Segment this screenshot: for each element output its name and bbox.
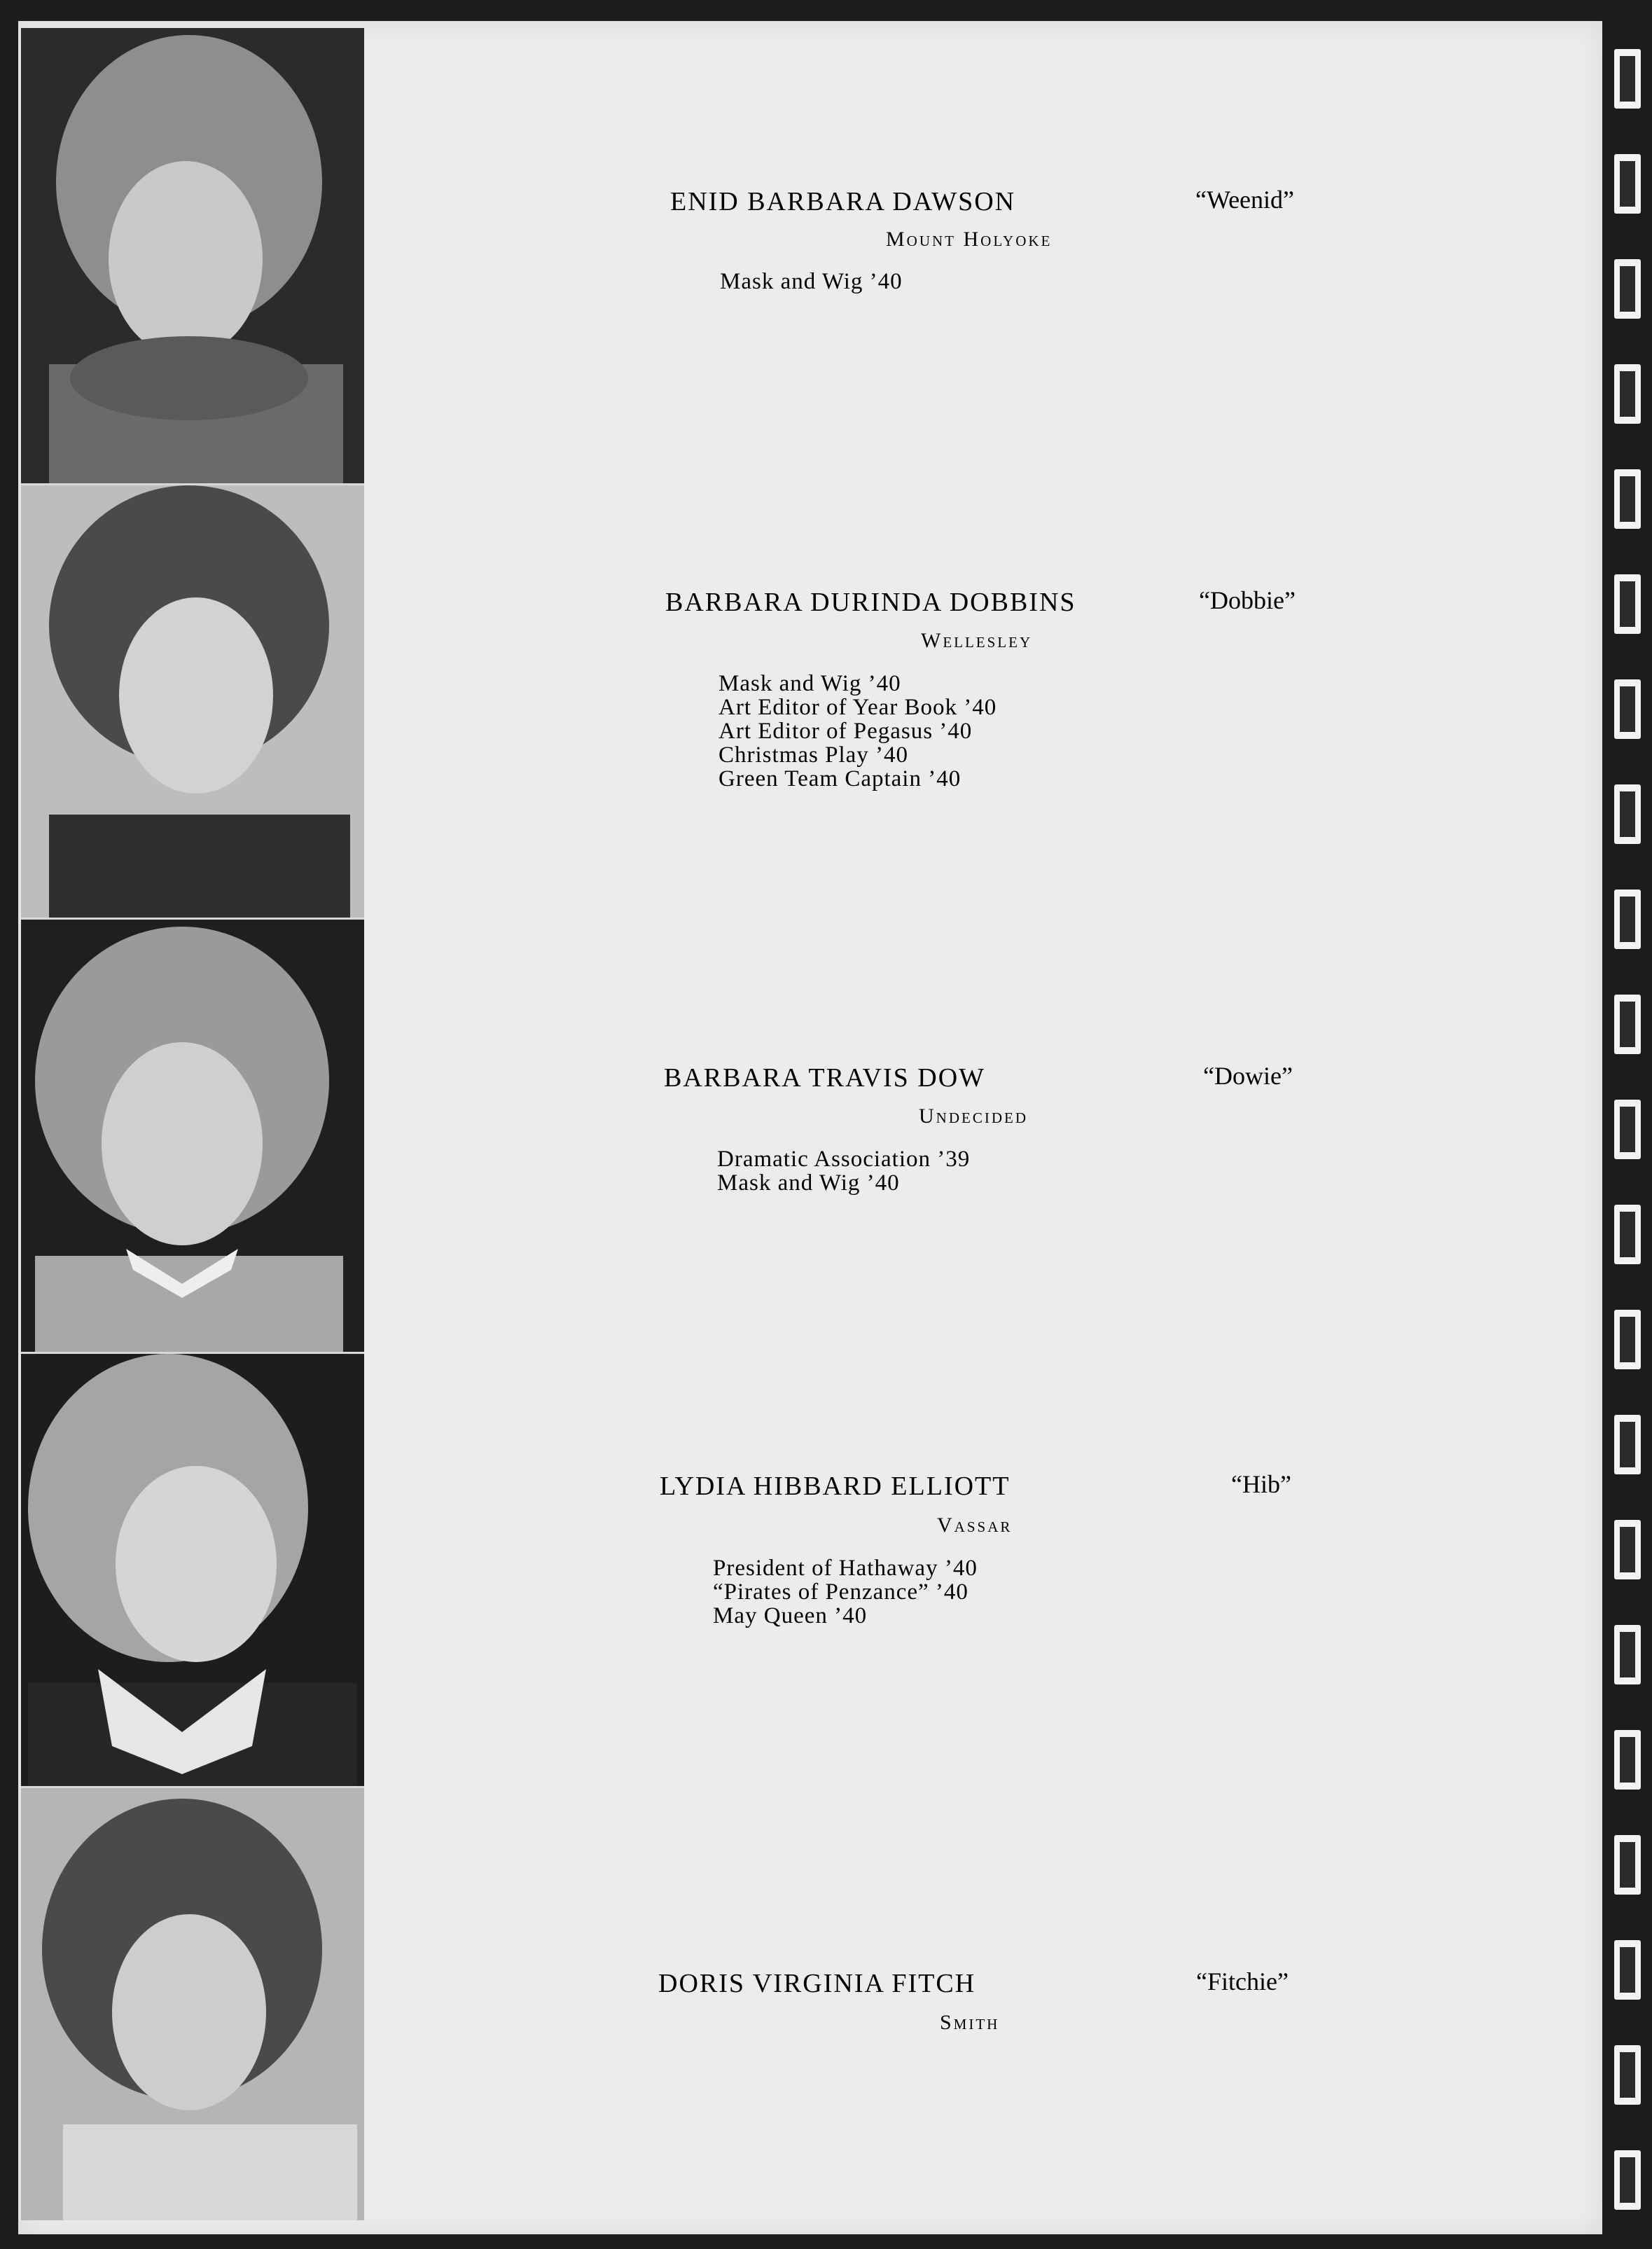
binding-tab [1614, 154, 1641, 214]
binding-tab [1614, 1520, 1641, 1579]
portrait-photo-5 [21, 1788, 364, 2220]
student-college: Vassar [937, 1514, 1013, 1537]
activity-item: Dramatic Association ’39 [717, 1147, 971, 1172]
binding-tab [1614, 2045, 1641, 2105]
activity-item: President of Hathaway ’40 [713, 1556, 978, 1581]
binding-tab [1614, 1415, 1641, 1474]
binding-tab [1614, 1310, 1641, 1369]
activity-list [717, 1147, 970, 1195]
binding-tab [1614, 2150, 1641, 2210]
student-college: Smith [940, 2011, 1000, 2034]
student-nickname: “Fitchie” [1196, 1967, 1289, 1995]
activity-item: Art Editor of Pegasus ’40 [719, 719, 973, 744]
activity-item: May Queen ’40 [713, 1603, 868, 1628]
student-nickname: “Dowie” [1203, 1062, 1293, 1090]
activity-list [713, 1556, 978, 1628]
activity-item: Art Editor of Year Book ’40 [719, 695, 997, 720]
student-college: Wellesley [921, 629, 1033, 652]
binding-tab [1614, 679, 1641, 739]
student-nickname: “Weenid” [1195, 186, 1295, 214]
binding-tab [1614, 364, 1641, 424]
activity-item: Mask and Wig ’40 [719, 671, 901, 696]
student-nickname: “Hib” [1231, 1470, 1291, 1498]
portrait-photo-2 [21, 485, 364, 920]
binding-tab [1614, 1100, 1641, 1159]
binding-tab [1614, 1625, 1641, 1684]
activity-list [719, 672, 997, 791]
activity-list [720, 270, 903, 293]
portrait-photo-1 [21, 28, 364, 485]
binding-tab [1614, 1940, 1641, 2000]
binding-tab [1614, 890, 1641, 949]
binding-tab [1614, 259, 1641, 319]
activity-item: Mask and Wig ’40 [720, 269, 903, 294]
binding-tab [1614, 1730, 1641, 1790]
student-name: DORIS VIRGINIA FITCH [658, 1969, 976, 1998]
student-name: LYDIA HIBBARD ELLIOTT [660, 1472, 1011, 1501]
student-name: BARBARA DURINDA DOBBINS [665, 588, 1076, 617]
binding-tab [1614, 574, 1641, 634]
student-name: ENID BARBARA DAWSON [670, 187, 1016, 216]
student-nickname: “Dobbie” [1199, 586, 1296, 614]
activity-item: “Pirates of Penzance” ’40 [713, 1579, 969, 1605]
activity-item: Christmas Play ’40 [719, 742, 908, 768]
binding-tab [1614, 1205, 1641, 1264]
student-college: Mount Holyoke [886, 228, 1053, 251]
activity-item: Green Team Captain ’40 [719, 766, 962, 791]
portrait-photo-4 [21, 1354, 364, 1788]
binding-tab [1614, 784, 1641, 844]
binding-tab [1614, 995, 1641, 1054]
portrait-photo-3 [21, 920, 364, 1354]
activity-item: Mask and Wig ’40 [717, 1170, 900, 1196]
binding-tab [1614, 469, 1641, 529]
binding-tab [1614, 49, 1641, 109]
student-college: Undecided [919, 1105, 1028, 1128]
portrait-strip [21, 28, 364, 2220]
student-name: BARBARA TRAVIS DOW [664, 1063, 986, 1093]
binding-tab [1614, 1835, 1641, 1895]
